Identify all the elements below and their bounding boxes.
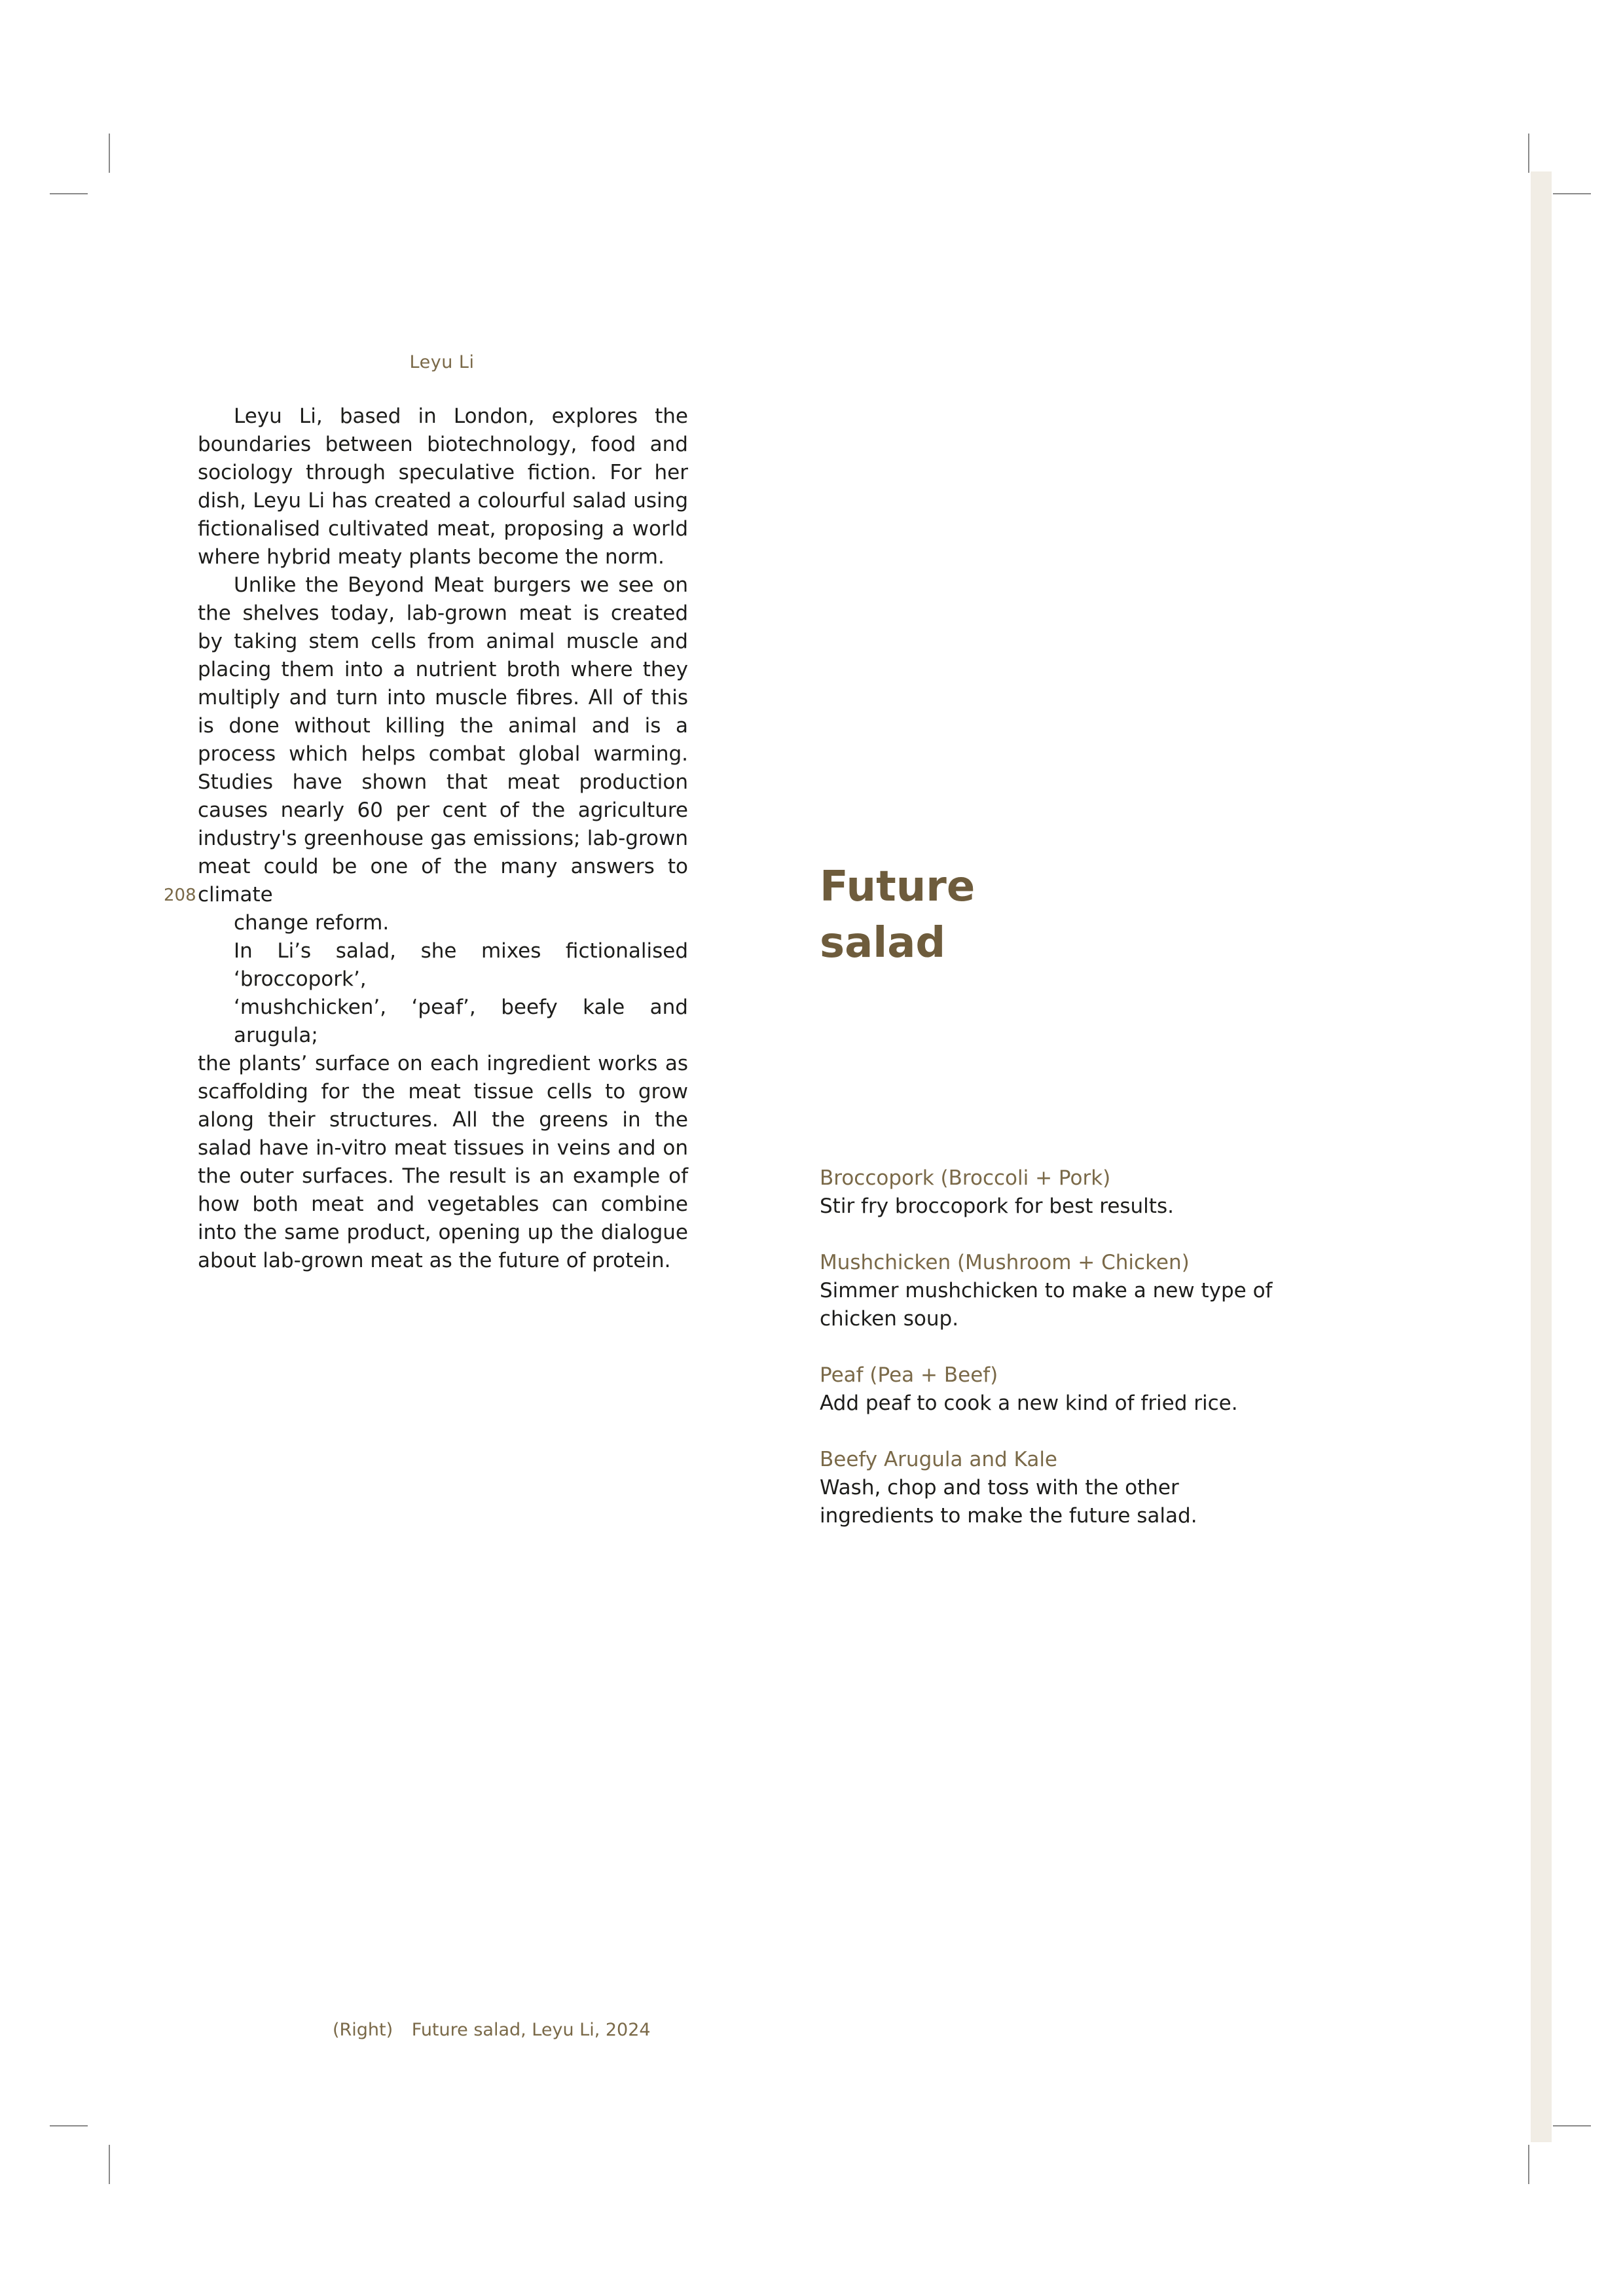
crop-mark-bottom-right-vertical xyxy=(1528,2145,1529,2184)
image-caption xyxy=(333,2020,651,2040)
crop-mark-bottom-left-horizontal xyxy=(50,2125,88,2126)
page-number: 208 xyxy=(164,886,196,905)
recipe-name: Beefy Arugula and Kale xyxy=(820,1448,1058,1471)
page-title-line-2: salad xyxy=(820,919,946,967)
body-text xyxy=(198,403,688,1275)
body-paragraph: the plants’ surface on each ingredient works as scaffolding for the meat tissue cells to grow along their structures. All the greens in the salad have in-vitro meat tissues in veins and on the outer surfaces. The result is an example of how both meat and vegetables can combine into the same product, opening up the dialogue about lab-grown meat as the future of protein. xyxy=(198,1052,688,1272)
crop-mark-top-left-horizontal xyxy=(50,193,88,194)
body-paragraph: Unlike the Beyond Meat burgers we see on the shelves today, lab-grown meat is created by taking stem cells from animal muscle and placing them into a nutrient broth where they multiply and turn into muscle fibres. All of this is done without killing the animal and is a process which helps combat global warming. Studies have shown that meat production causes nearly 60 per cent of the agriculture industry's greenhouse gas emissions; lab-grown meat could be one of the many answers to climate xyxy=(198,573,688,906)
recipe-description: Add peaf to cook a new kind of fried rice. xyxy=(820,1391,1238,1415)
body-paragraph-line: change reform. xyxy=(234,911,390,935)
page-title xyxy=(820,859,975,971)
body-paragraph: Leyu Li, based in London, explores the boundaries between biotechnology, food and sociology through speculative fiction. For her dish, Leyu Li has created a colourful salad using fictionalised cultivated meat, proposing a world where hybrid meaty plants become the norm. xyxy=(198,404,688,569)
recipe-name: Mushchicken (Mushroom + Chicken) xyxy=(820,1251,1190,1274)
recipe-name: Peaf (Pea + Beef) xyxy=(820,1363,998,1387)
recipe-description: Wash, chop and toss with the other ingredients to make the future salad. xyxy=(820,1476,1197,1528)
crop-mark-bottom-right-horizontal xyxy=(1553,2125,1591,2126)
recipe-item xyxy=(820,1446,1291,1530)
page-title-line-1: Future xyxy=(820,863,976,911)
crop-mark-top-right-horizontal xyxy=(1553,193,1591,194)
crop-mark-bottom-left-vertical xyxy=(109,2145,110,2184)
facing-page-edge-strip xyxy=(1531,171,1552,2142)
recipe-item xyxy=(820,1164,1291,1221)
recipe-description: Simmer mushchicken to make a new type of chicken soup. xyxy=(820,1279,1273,1331)
recipe-description: Stir fry broccopork for best results. xyxy=(820,1194,1174,1218)
body-paragraph-line: In Li’s salad, she mixes fictionalised ‘broccopork’, xyxy=(234,939,688,991)
recipe-item xyxy=(820,1249,1291,1333)
running-head: Leyu Li xyxy=(409,352,475,372)
crop-mark-top-left-vertical xyxy=(109,134,110,173)
recipe-name: Broccopork (Broccoli + Pork) xyxy=(820,1166,1111,1190)
caption-label: (Right) xyxy=(333,2020,393,2040)
body-paragraph-line: ‘mushchicken’, ‘peaf’, beefy kale and arugula; xyxy=(234,996,688,1047)
crop-mark-top-right-vertical xyxy=(1528,134,1529,173)
recipe-list xyxy=(820,1164,1291,1558)
recipe-item xyxy=(820,1361,1291,1418)
caption-text: Future salad, Leyu Li, 2024 xyxy=(411,2020,651,2040)
